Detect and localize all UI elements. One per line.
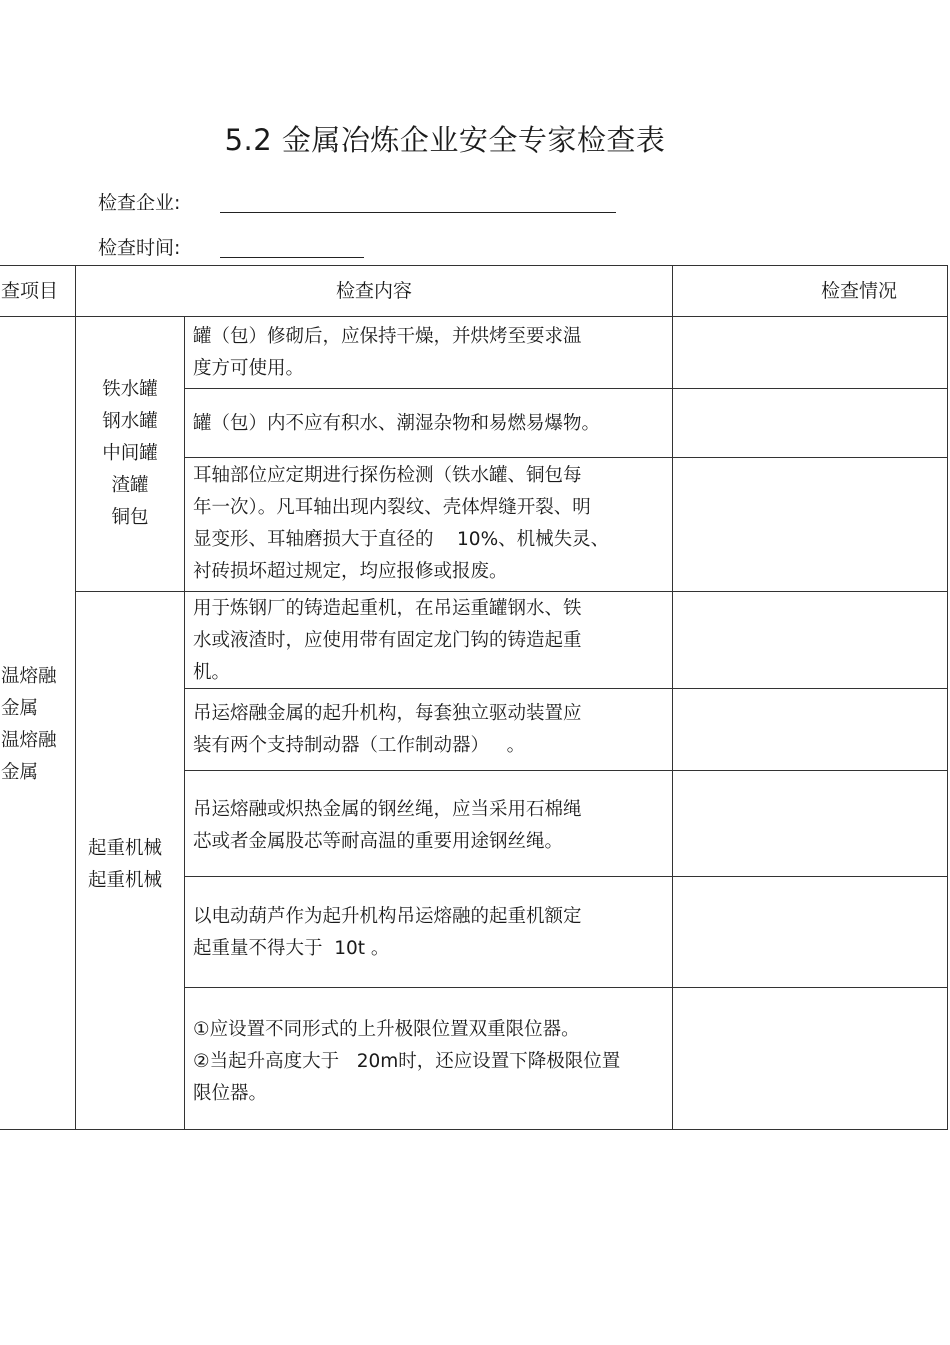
category-label: 温熔融 金属 温熔融 金属 — [1, 666, 57, 783]
row-divider — [184, 388, 948, 389]
col-divider — [672, 265, 673, 1130]
table-row-content: 耳轴部位应定期进行探伤检测（铁水罐、铜包每 年一次）。凡耳轴出现内裂纹、壳体焊缝开裂、明 显变形、耳轴磨损大于直径的 10%、机械失灵、 衬砖损坏超过规定，均应报修或报废。 — [193, 465, 610, 582]
table-header-border — [0, 316, 948, 317]
table-right-border — [947, 265, 948, 1130]
table-row-content: 吊运熔融金属的起升机构，每套独立驱动装置应 装有两个支持制动器（工作制动器） 。 — [193, 703, 582, 756]
table-row-content: 以电动葫芦作为起升机构吊运熔融的起重机额定 起重量不得大于 10t 。 — [193, 906, 582, 959]
col-divider — [184, 316, 185, 1130]
table-row-content: ①应设置不同形式的上升极限位置双重限位器。 ②当起升高度大于 20m时，还应设置下降极限位置 限位器。 — [193, 1019, 621, 1104]
table-row-content: 罐（包）修砌后，应保持干燥，并烘烤至要求温 度方可使用。 — [193, 326, 582, 379]
status-cell[interactable] — [680, 776, 940, 870]
group-label-cranes: 起重机械 起重机械 — [87, 838, 162, 891]
table-top-border — [0, 265, 948, 266]
row-divider — [184, 987, 948, 988]
row-divider — [184, 457, 948, 458]
header-item: 查项目 — [1, 280, 59, 302]
status-cell[interactable] — [680, 882, 940, 981]
company-field-line[interactable] — [220, 212, 616, 213]
row-divider — [184, 770, 948, 771]
table-row-content: 吊运熔融或炽热金属的钢丝绳，应当采用石棉绳 芯或者金属股芯等耐高温的重要用途钢丝绳。 — [193, 799, 582, 852]
time-field-line[interactable] — [220, 257, 364, 258]
page-title: 5.2 金属冶炼企业安全专家检查表 — [224, 123, 666, 157]
company-label: 检查企业: — [98, 192, 181, 214]
status-cell[interactable] — [680, 597, 940, 683]
table-row-content: 罐（包）内不应有积水、潮湿杂物和易燃易爆物。 — [193, 413, 601, 434]
table-bottom-border — [0, 1129, 948, 1130]
table-row-content: 用于炼钢厂的铸造起重机，在吊运重罐钢水、铁 水或液渣时，应使用带有固定龙门钩的铸造起重 机。 — [193, 598, 582, 683]
header-content: 检查内容 — [335, 280, 412, 302]
group-label-ladles: 铁水罐 钢水罐 中间罐 渣罐 铜包 — [102, 379, 158, 528]
time-label: 检查时间: — [98, 237, 181, 259]
header-status: 检查情况 — [820, 280, 897, 302]
status-cell[interactable] — [680, 394, 940, 452]
status-cell[interactable] — [680, 993, 940, 1123]
row-divider — [184, 876, 948, 877]
status-cell[interactable] — [680, 694, 940, 764]
group-divider — [76, 591, 948, 592]
status-cell[interactable] — [680, 463, 940, 585]
status-cell[interactable] — [680, 322, 940, 382]
